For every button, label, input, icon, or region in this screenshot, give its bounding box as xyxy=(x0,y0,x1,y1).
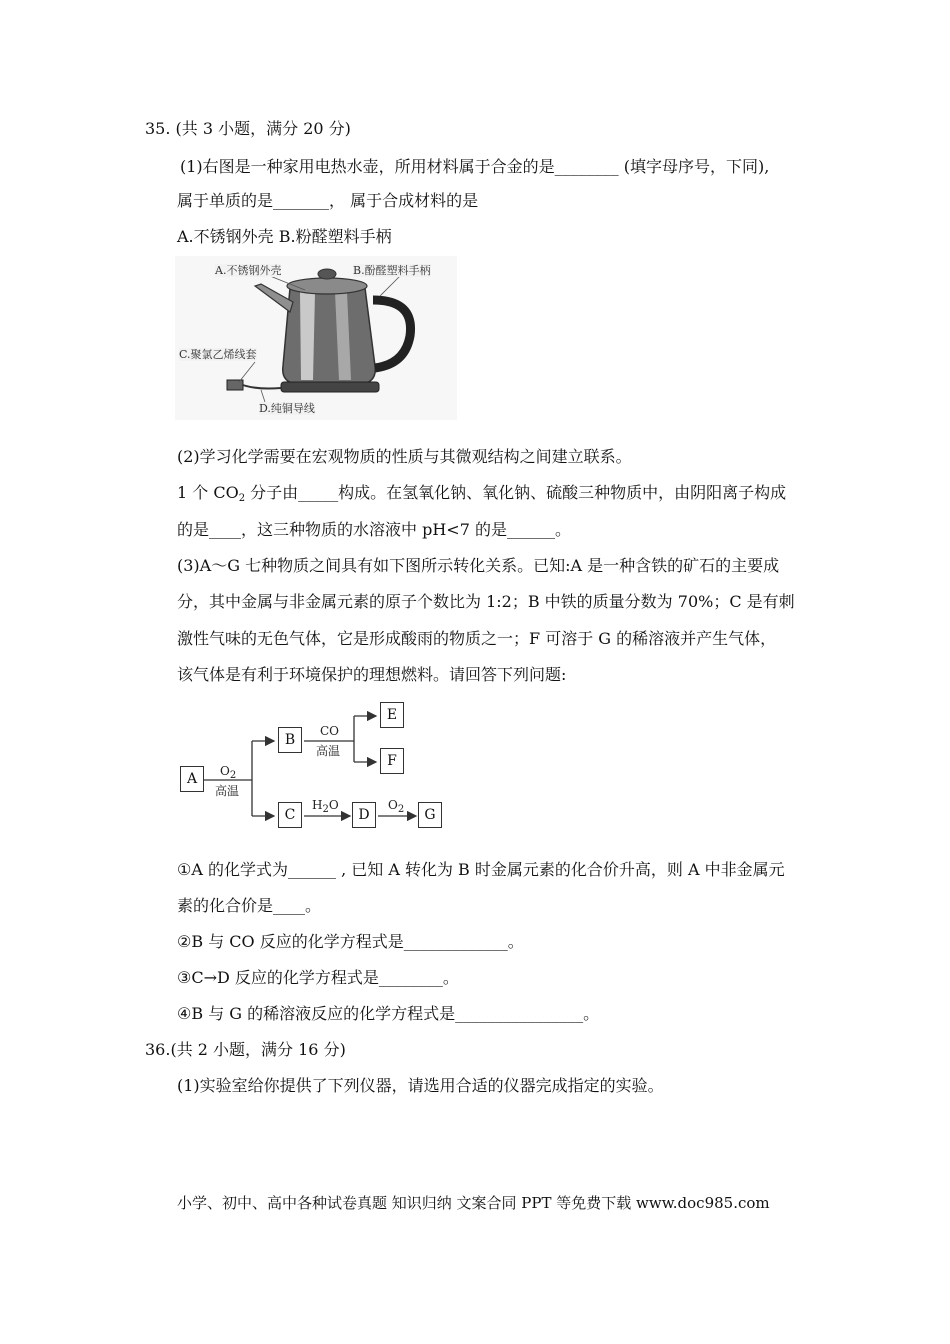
question-36-header: 36.(共 2 小题，满分 16 分) xyxy=(145,1040,346,1059)
diagram-arrows xyxy=(178,700,448,836)
conversion-diagram xyxy=(178,700,448,836)
q35-part1-line2: 属于单质的是_______， 属于合成材料的是 xyxy=(177,191,479,210)
q35-part3-line4: 该气体是有利于环境保护的理想燃料。请回答下列问题: xyxy=(177,665,567,684)
q35-part3-line1: (3)A～G 七种物质之间具有如下图所示转化关系。已知:A 是一种含铁的矿石的主要成 xyxy=(177,556,780,575)
label-heat-a: 高温 xyxy=(215,784,240,798)
question-35-header: 35. (共 3 小题，满分 20 分) xyxy=(145,119,351,138)
q35-part3-line3: 激性气味的无色气体，它是形成酸雨的物质之一；F 可溶于 G 的稀溶液并产生气体， xyxy=(177,629,777,648)
label-heat-b: 高温 xyxy=(316,744,341,758)
q35-part2-line2 xyxy=(177,483,786,503)
q35-part3-line2: 分，其中金属与非金属元素的原子个数比为 1:2；B 中铁的质量分数为 70%；C 是有刺 xyxy=(177,592,795,611)
box-a: A xyxy=(180,766,204,792)
label-h2o-sub: 2 xyxy=(322,804,329,815)
label-h2o-h: H xyxy=(312,798,323,812)
q35-part1-options: A.不锈钢外壳 B.粉醛塑料手柄 xyxy=(177,227,392,246)
label-h2o-o: O xyxy=(328,798,339,812)
kettle-label-d: D.纯铜导线 xyxy=(259,402,315,415)
label-o2-a-sub: 2 xyxy=(229,770,237,781)
kettle-label-c: C.聚氯乙烯线套 xyxy=(179,348,257,361)
box-d: D xyxy=(352,802,376,828)
kettle-drawing xyxy=(175,256,457,420)
q35-sub1-line1: ①A 的化学式为______ , 已知 A 转化为 B 时金属元素的化合价升高，则 A 中非金属元 xyxy=(177,860,785,879)
q35-sub1-line2: 素的化合价是____。 xyxy=(177,896,322,915)
q35-sub2: ②B 与 CO 反应的化学方程式是_____________。 xyxy=(177,932,524,951)
q35-part1-line1: (1)右图是一种家用电热水壶，所用材料属于合金的是________ (填字母序号，下同), xyxy=(180,157,770,176)
co2-subscript: 2 xyxy=(238,493,246,504)
page-footer: 小学、初中、高中各种试卷真题 知识归纳 文案合同 PPT 等免费下载 www.doc985.com xyxy=(177,1194,770,1212)
q36-part1: (1)实验室给你提供了下列仪器，请选用合适的仪器完成指定的实验。 xyxy=(177,1076,664,1095)
co2-text: 1 个 CO xyxy=(177,483,239,502)
kettle-label-b: B.酚醛塑料手柄 xyxy=(353,264,431,277)
label-h2o xyxy=(312,798,339,815)
q35-sub3: ③C→D 反应的化学方程式是________。 xyxy=(177,968,459,987)
q35-part2-line3: 的是____，这三种物质的水溶液中 pH<7 的是______。 xyxy=(177,520,571,539)
label-o2-d-sub: 2 xyxy=(397,804,405,815)
q35-sub4: ④B 与 G 的稀溶液反应的化学方程式是________________。 xyxy=(177,1004,600,1023)
q35-part2-line2-rest: 分子由_____构成。在氢氧化钠、氧化钠、硫酸三种物质中，由阴阳离子构成 xyxy=(245,483,787,502)
label-o2-d xyxy=(388,798,405,815)
label-o2-a-main: O xyxy=(220,764,230,778)
label-o2-a xyxy=(220,764,237,781)
box-c: C xyxy=(278,802,302,828)
kettle-figure xyxy=(175,256,457,420)
box-g: G xyxy=(418,802,442,828)
kettle-label-a: A.不锈钢外壳 xyxy=(215,264,282,277)
label-co: CO xyxy=(320,724,340,738)
box-e: E xyxy=(380,702,404,728)
box-b: B xyxy=(278,727,302,753)
box-f: F xyxy=(380,748,404,774)
q35-part2-line1: (2)学习化学需要在宏观物质的性质与其微观结构之间建立联系。 xyxy=(177,447,632,466)
label-o2-d-main: O xyxy=(388,798,398,812)
